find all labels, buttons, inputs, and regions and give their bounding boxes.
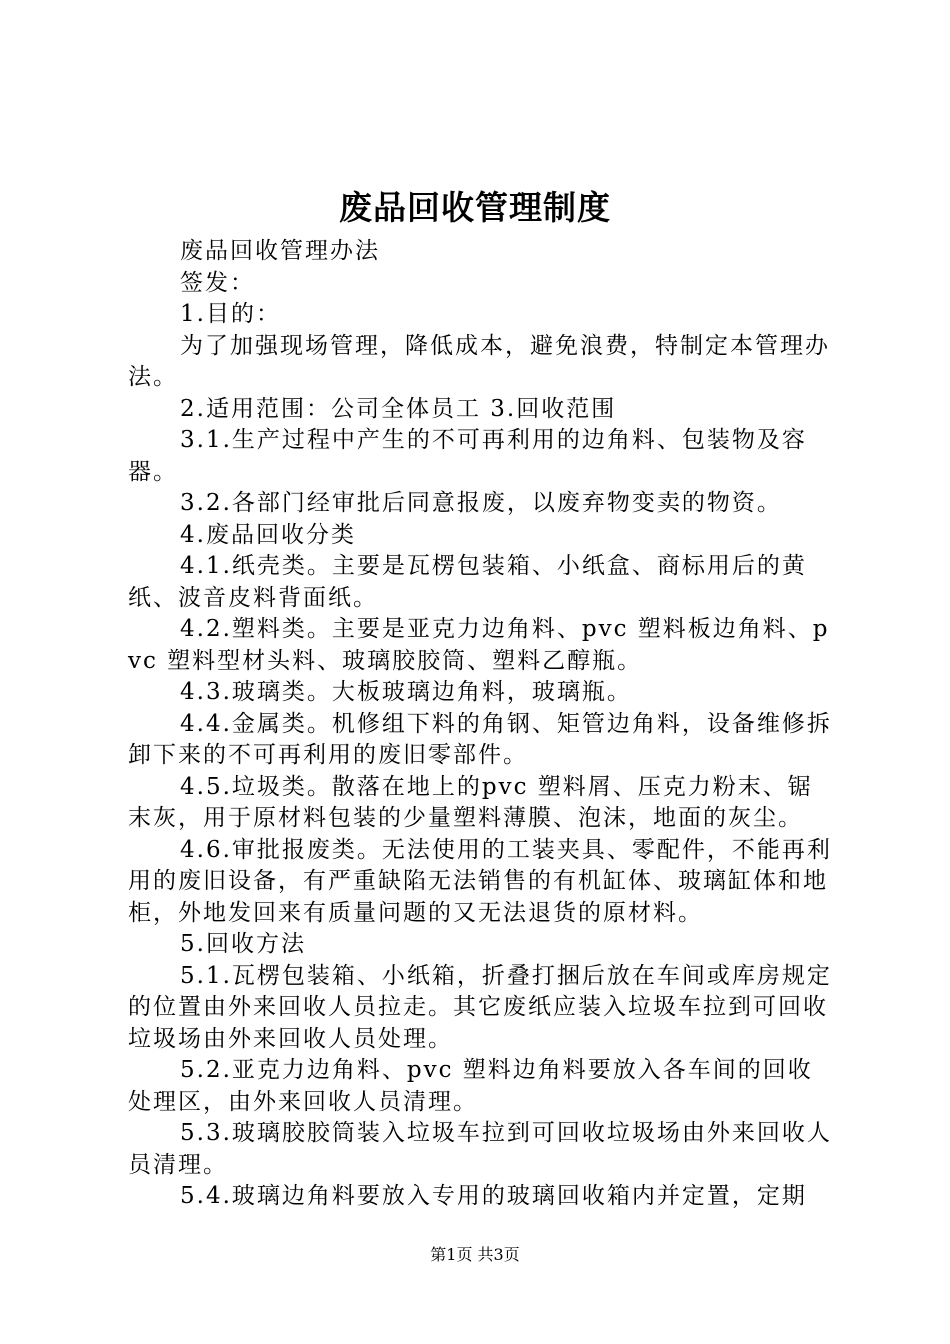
paragraph: 5.1.瓦楞包装箱、小纸箱，折叠打捆后放在车间或库房规定的位置由外来回收人员拉走。其它废纸应装入垃圾车拉到可回收垃圾场由外来回收人员处理。: [128, 962, 832, 1052]
paragraph: 为了加强现场管理，降低成本，避免浪费，特制定本管理办法。: [128, 332, 830, 390]
paragraph: 4.2.塑料类。主要是亚克力边角料、pvc 塑料板边角料、pvc 塑料型材头料、玻璃胶胶筒、塑料乙醇瓶。: [128, 616, 830, 674]
page-footer: 第1页 共3页: [430, 1245, 520, 1264]
paragraph: 4.5.垃圾类。散落在地上的pvc 塑料屑、压克力粉末、锯末灰，用于原材料包装的少量塑料薄膜、泡沫，地面的灰尘。: [128, 773, 813, 831]
paragraph: 签发：: [180, 269, 255, 296]
paragraph: 4.4.金属类。机修组下料的角钢、矩管边角料，设备维修拆卸下来的不可再利用的废旧零部件。: [128, 710, 832, 768]
paragraph: 4.1.纸壳类。主要是瓦楞包装箱、小纸盒、商标用后的黄纸、波音皮料背面纸。: [128, 553, 807, 611]
paragraph: 4.6.审批报废类。无法使用的工装夹具、零配件，不能再利用的废旧设备，有严重缺陷无法销售的有机缸体、玻璃缸体和地柜，外地发回来有质量问题的又无法退货的原材料。: [128, 836, 832, 926]
paragraph: 5.3.玻璃胶胶筒装入垃圾车拉到可回收垃圾场由外来回收人员清理。: [128, 1120, 832, 1178]
paragraph: 5.2.亚克力边角料、pvc 塑料边角料要放入各车间的回收处理区，由外来回收人员清理。: [128, 1057, 813, 1115]
document-body: [128, 236, 834, 1213]
document-title: 废品回收管理制度: [339, 188, 611, 227]
paragraph: 3.1.生产过程中产生的不可再利用的边角料、包装物及容器。: [128, 427, 807, 485]
paragraph: 2.适用范围：公司全体员工 3.回收范围: [180, 395, 617, 422]
paragraph: 5.4.玻璃边角料要放入专用的玻璃回收箱内并定置，定期: [180, 1183, 807, 1209]
paragraph: 1.目的：: [180, 301, 281, 327]
paragraph: 3.2.各部门经审批后同意报废，以废弃物变卖的物资。: [180, 490, 782, 516]
paragraph: 4.废品回收分类: [180, 521, 356, 548]
paragraph: 4.3.玻璃类。大板玻璃边角料，玻璃瓶。: [180, 679, 632, 705]
paragraph: 废品回收管理办法: [180, 238, 380, 264]
paragraph: 5.回收方法: [180, 931, 306, 957]
